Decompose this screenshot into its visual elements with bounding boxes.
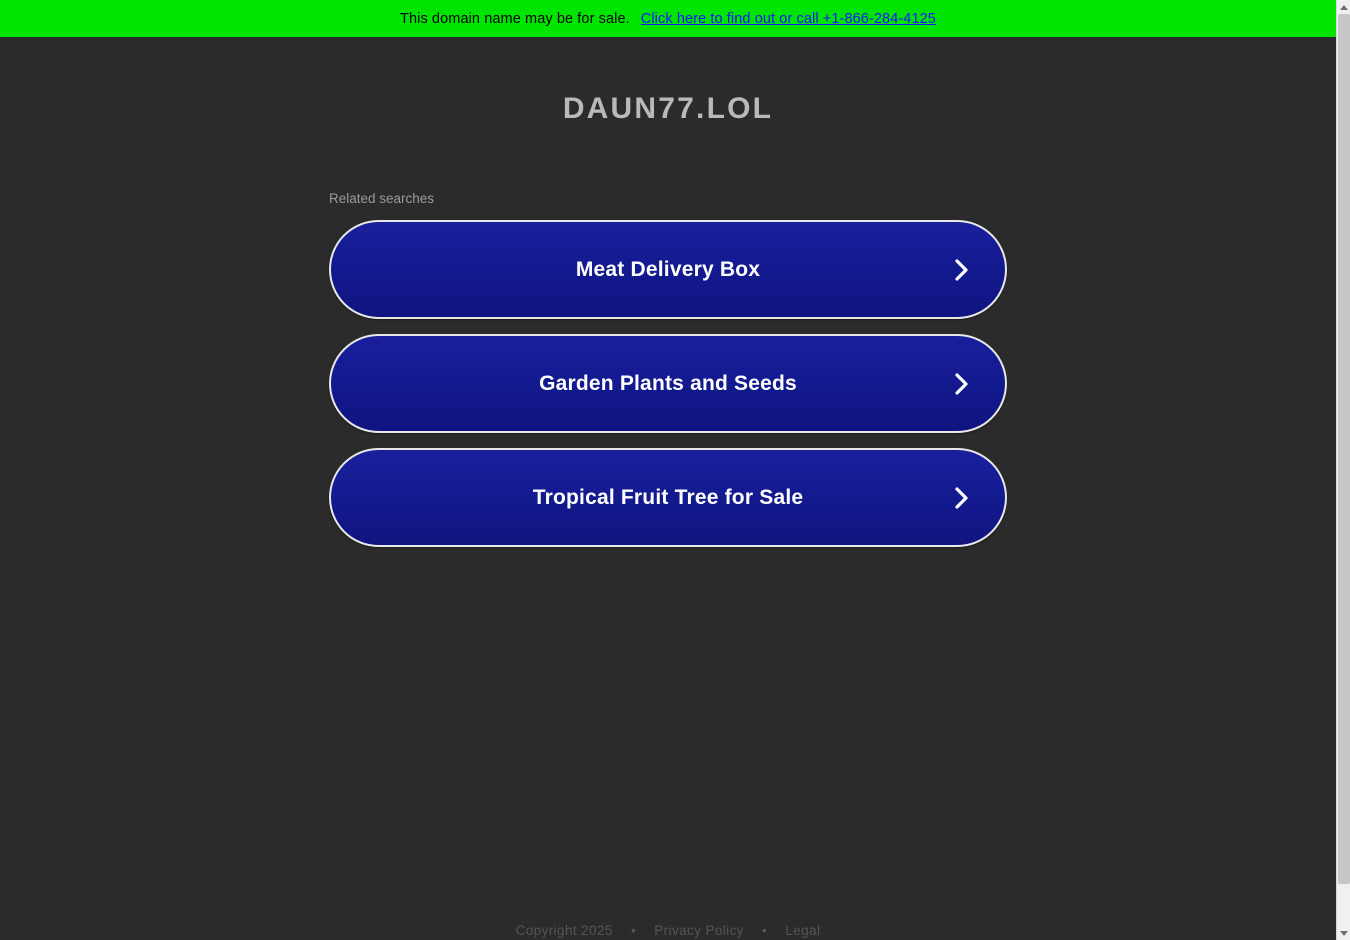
scroll-down-button[interactable] <box>1337 926 1350 940</box>
scroll-up-button[interactable] <box>1337 0 1350 14</box>
page-title: DAUN77.LOL <box>562 92 774 125</box>
banner-sale-link[interactable]: Click here to find out or call +1-866-284-4125 <box>640 10 936 27</box>
footer <box>0 923 1336 938</box>
triangle-down-icon <box>1340 931 1348 936</box>
related-search-label: Tropical Fruit Tree for Sale <box>532 485 804 509</box>
domain-sale-banner <box>0 0 1336 37</box>
related-search-card[interactable] <box>329 334 1007 433</box>
banner-message: This domain name may be for sale. <box>400 10 630 27</box>
footer-legal-link[interactable]: Legal <box>785 923 821 938</box>
related-search-card[interactable] <box>329 448 1007 547</box>
chevron-right-icon <box>953 371 971 397</box>
chevron-right-icon <box>953 257 971 283</box>
footer-separator: • <box>630 923 637 938</box>
footer-copyright: Copyright 2025 <box>515 923 613 938</box>
triangle-up-icon <box>1340 5 1348 10</box>
related-searches-list <box>329 220 1007 562</box>
related-search-label: Garden Plants and Seeds <box>539 371 797 395</box>
vertical-scrollbar[interactable] <box>1336 0 1350 940</box>
chevron-right-icon <box>953 485 971 511</box>
footer-separator: • <box>762 923 768 938</box>
related-searches-label: Related searches <box>329 191 435 206</box>
scrollbar-thumb[interactable] <box>1338 14 1350 884</box>
related-search-card[interactable] <box>329 220 1007 319</box>
footer-privacy-link[interactable]: Privacy Policy <box>654 923 744 938</box>
related-search-label: Meat Delivery Box <box>575 257 761 281</box>
main-content <box>0 37 1336 940</box>
